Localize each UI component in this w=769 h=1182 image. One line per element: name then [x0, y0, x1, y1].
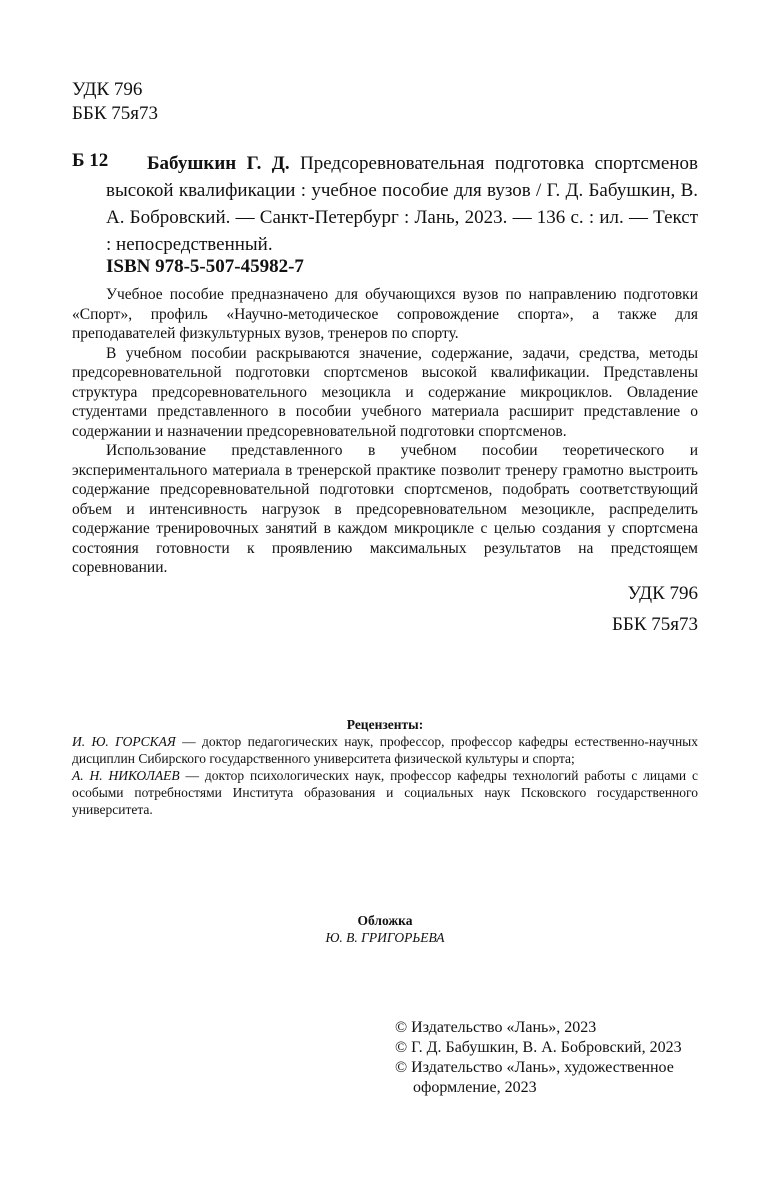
reviewer-name: А. Н. НИКОЛАЕВ: [72, 768, 180, 783]
bibliographic-entry: [106, 150, 698, 258]
udk-code: УДК 796: [627, 583, 698, 604]
cover-designer: Ю. В. ГРИГОРЬЕВА: [325, 930, 445, 945]
udk-code: УДК 796: [72, 79, 143, 100]
reviewer-name: И. Ю. ГОРСКАЯ: [72, 734, 176, 749]
top-classification-codes: [72, 78, 158, 126]
reviewer-entry: [72, 733, 698, 767]
annotation-paragraph: Использование представленного в учебном пособии теоретического и экспериментального материала в тренерской практике позволит тренеру грамотно выстроить содержание предсоревновательной подготовки спортсменов, подобрать соответствующий объем и интенсивность нагрузок в предсоревновательном мезоцикле, распределить содержание тренировочных занятий в каждом микроцикле с целью создания у спортсмена состояния готовности к проявлению максимальных результатов на предстоящем соревновании.: [72, 442, 698, 576]
copyright-line: © Издательство «Лань», 2023: [395, 1019, 597, 1036]
copyright-block: [395, 1018, 705, 1098]
cover-heading: Обложка: [357, 913, 413, 928]
bottom-classification-codes: [560, 578, 698, 640]
reviewer-entry: [72, 767, 698, 818]
bbk-code: ББК 75я73: [72, 103, 158, 124]
annotation-paragraph: Учебное пособие предназначено для обучающихся вузов по направлению подготовки «Спорт», профиль «Научно-методическое сопровождение спорта», а также для преподавателей физкультурных вузов, тренеров по спорту.: [72, 286, 698, 342]
copyright-line: © Г. Д. Бабушкин, В. А. Бобровский, 2023: [395, 1039, 682, 1056]
annotation: [72, 285, 698, 578]
reviewers-heading: Рецензенты:: [346, 717, 424, 732]
reviewer-description: — доктор психологических наук, профессор кафедры технологий работы с лицами с особыми потребностями Института образования и социальных наук Псковского государственного университета.: [72, 768, 698, 817]
reviewer-description: — доктор педагогических наук, профессор, профессор кафедры естественно-научных дисциплин Сибирского государственного университета физической культуры и спорта;: [72, 734, 698, 766]
bbk-code: ББК 75я73: [612, 614, 698, 635]
entry-author: Бабушкин Г. Д.: [147, 153, 290, 174]
entry-description: Предсоревновательная подготовка спортсменов высокой квалификации : учебное пособие для вузов / Г. Д. Бабушкин, В. А. Бобровский. — Санкт-Петербург : Лань, 2023. — 136 с. : ил. — Текст : непосредственный.: [106, 153, 698, 255]
author-mark: Б 12: [72, 150, 109, 171]
isbn: ISBN 978-5-507-45982-7: [106, 256, 304, 277]
cover-credit: [72, 912, 698, 946]
annotation-paragraph: В учебном пособии раскрываются значение, содержание, задачи, средства, методы предсоревновательной подготовки спортсменов высокой квалификации. Представлены структура предсоревновательного мезоцикла и содержание микроциклов. Овладение студентами представленного в пособии учебного материала расширит представление о содержании и назначении предсоревновательной подготовки спортсменов.: [72, 344, 698, 440]
reviewers-block: [72, 716, 698, 818]
copyright-line: © Издательство «Лань», художественное оформление, 2023: [395, 1059, 674, 1096]
